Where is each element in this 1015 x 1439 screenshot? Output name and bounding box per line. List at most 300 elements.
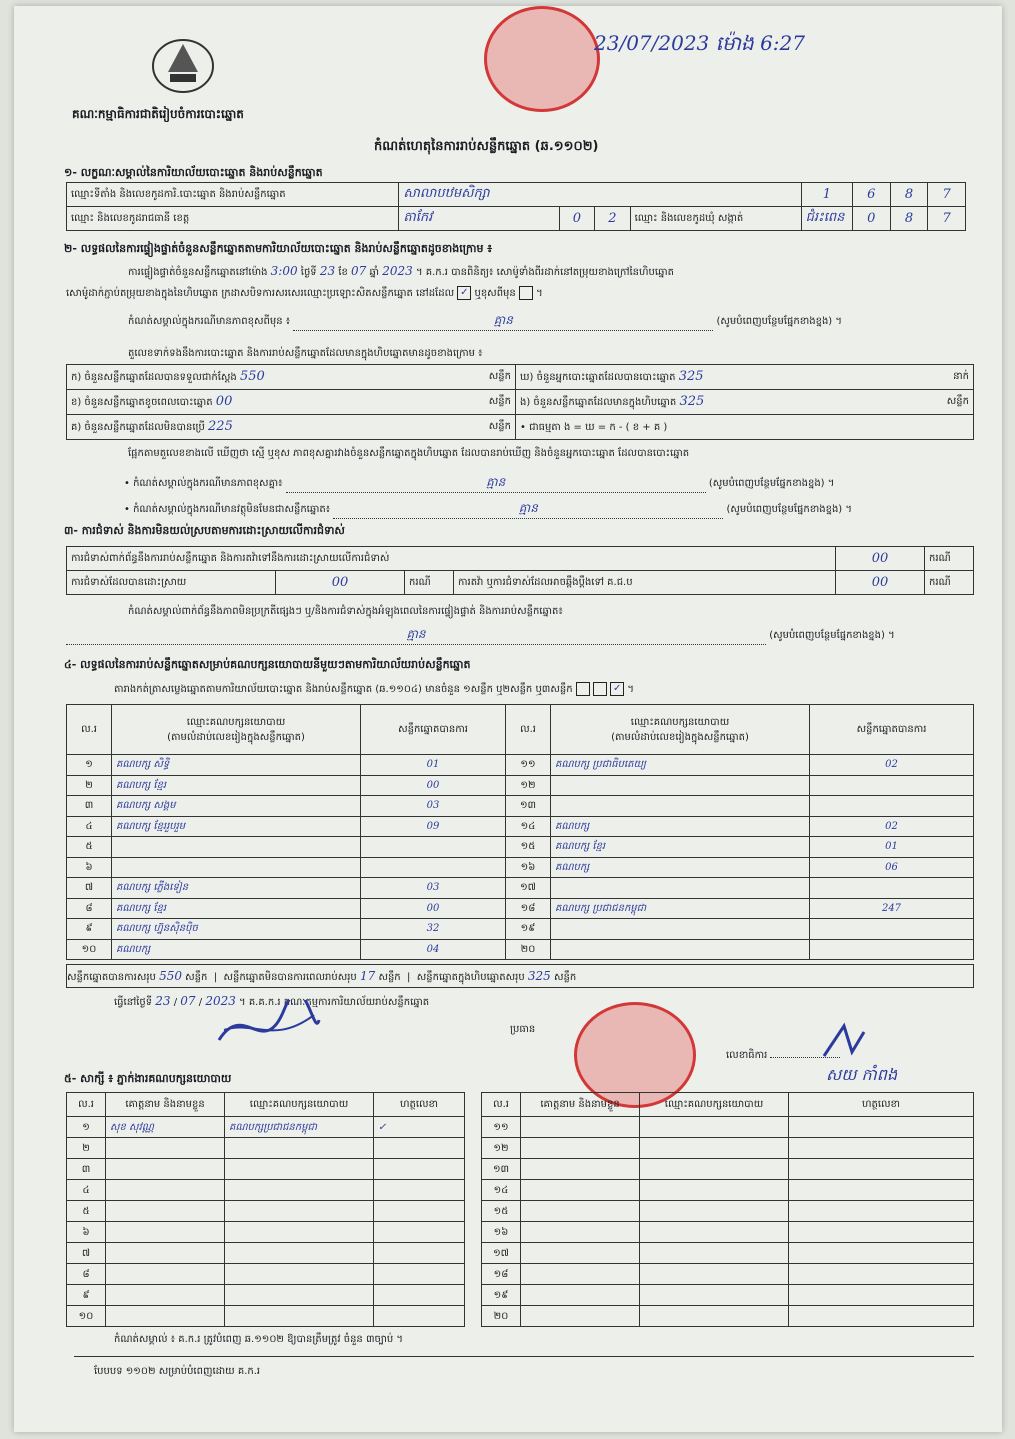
- unit: សន្លឹក: [378, 972, 401, 983]
- province-value: តាកែវ: [399, 207, 559, 231]
- results-table: [66, 704, 974, 960]
- verification-line: [128, 264, 978, 280]
- witness-name: [106, 1138, 225, 1159]
- witness-signature: [374, 1243, 465, 1264]
- col-no: ល.រ: [67, 1093, 106, 1117]
- total-box: 325: [527, 969, 551, 983]
- witness-signature: [374, 1201, 465, 1222]
- row-no: ១២: [482, 1138, 521, 1159]
- col-party: ឈ្មោះគណបក្សនយោបាយ: [225, 1093, 374, 1117]
- row-no: ២០: [506, 939, 551, 960]
- witness-table: [66, 1092, 974, 1327]
- unit: សន្លឹក: [488, 421, 511, 432]
- witness-signature: [789, 1243, 974, 1264]
- table-row: [67, 1264, 974, 1285]
- witness-party: [640, 1117, 789, 1138]
- commune-digit: 8: [890, 207, 928, 231]
- irregularity-line: [66, 626, 966, 645]
- made-by: គ.គ.ក.រ គណៈកម្មការការិយាល័យរាប់សន្លឹកឆ្នោត: [248, 997, 430, 1008]
- sheets-1-checkbox[interactable]: [576, 682, 590, 696]
- remark-line: [128, 312, 968, 331]
- spacer: [465, 1264, 482, 1285]
- tally-intro-text: តារាងកត់ត្រាសម្លេងឆ្នោតតាមការិយាល័យបោះឆ្នោត និងរាប់សន្លឹកឆ្នោត (ឆ.១១០៤) មានចំនួន ១សន្លឹក ឬ២សន្លឹក ឬ៣សន្លឹក: [114, 684, 573, 695]
- unit: ករណី: [925, 547, 974, 571]
- vote-count: 32: [361, 919, 506, 940]
- witness-name: [521, 1222, 640, 1243]
- resolved-value: 00: [276, 571, 405, 595]
- witness-party: [640, 1159, 789, 1180]
- made-year: 2023: [205, 994, 236, 1008]
- objection-value: 00: [836, 547, 925, 571]
- commune-value: ជំរះពេន: [801, 207, 852, 231]
- footer-note: កំណត់សម្គាល់ ៖ គ.ក.រ ត្រូវបំពេញ ឆ.១១០២ ឱ្យបានត្រឹមត្រូវ ចំនួន ៣ច្បាប់ ។: [114, 1334, 403, 1345]
- party-name: គណបក្ស ប្រជាជនកម្ពុជា: [551, 898, 810, 919]
- col-name: គោត្តនាម និងនាមខ្លួន: [106, 1093, 225, 1117]
- witness-name: [521, 1138, 640, 1159]
- seal-text: សោម៉ូដាក់ភ្ជាប់តម្រុយខាងក្នុងនៃហិបឆ្នោត ក្រដាសបិទការសរសេរឈ្មោះប្រឡោះសិតសន្លឹកឆ្នោត នៅដដែល: [66, 288, 455, 299]
- odd-line: [124, 500, 974, 519]
- vote-count: 01: [361, 755, 506, 776]
- table-row: [67, 1243, 974, 1264]
- row-no: ៤: [67, 1180, 106, 1201]
- row-no: ៦: [67, 1222, 106, 1243]
- irregularity-value: គ្មាន: [66, 626, 766, 645]
- witness-signature: [789, 1201, 974, 1222]
- document-page: [14, 6, 1002, 1432]
- party-name: គណបក្ស សង្គម: [112, 796, 361, 817]
- vote-count: 03: [361, 796, 506, 817]
- spacer: [465, 1285, 482, 1306]
- irregularity-note: កំណត់សម្គាល់ពាក់ព័ន្ធនឹងភាពមិនប្រក្រតីផ្សេងៗ ឬ/និងការជំទាស់ក្នុងអំឡុងពេលនៃការផ្ទៀងផ្ទាត់ និងការរាប់សន្លឹកឆ្នោត៖: [128, 606, 563, 617]
- figure-b-label: ខ) ចំនួនសន្លឹកឆ្នោតខូចពេលបោះឆ្នោត: [71, 397, 213, 408]
- witness-name: [106, 1285, 225, 1306]
- unit: សន្លឹក: [488, 396, 511, 407]
- witness-name: [521, 1180, 640, 1201]
- row-no: ១៥: [506, 837, 551, 858]
- odd-value: គ្មាន: [333, 500, 723, 519]
- row-no: ១: [67, 1117, 106, 1138]
- remark-value: គ្មាន: [293, 312, 713, 331]
- spacer: [465, 1306, 482, 1327]
- table-row: [67, 919, 974, 940]
- witness-name: [106, 1222, 225, 1243]
- vote-count: [361, 857, 506, 878]
- witness-party: [225, 1201, 374, 1222]
- col-party-sub: (តាមលំដាប់លេខរៀងក្នុងសន្លឹកឆ្នោត): [167, 731, 305, 743]
- committee-name: គណៈកម្មាធិការជាតិរៀបចំការបោះឆ្នោត: [72, 107, 244, 121]
- row-no: ៥: [67, 1201, 106, 1222]
- verify-month: 07: [351, 264, 367, 278]
- vote-count: [810, 919, 974, 940]
- col-party: ឈ្មោះគណបក្សនយោបាយ: [186, 716, 286, 728]
- col-name: គោត្តនាម និងនាមខ្លួន: [521, 1093, 640, 1117]
- compare-text: ផ្អែកតាមតួលេខខាងលើ ឃើញថា ស្មើ ឬខុស ភាពខុសគ្នារវាងចំនួនសន្លឹកឆ្នោតក្នុងហិបឆ្នោត ដែលបានរាប់ឃើញ និងចំនួនអ្នកបោះឆ្នោត ដែលបានបោះឆ្នោត: [128, 448, 690, 459]
- row-no: ១៨: [506, 898, 551, 919]
- made-line: ធ្វើនៅថ្ងៃទី 23 / 07 / 2023 ។ គ.គ.ក.រ គណៈកម្មការការិយាល័យរាប់សន្លឹកឆ្នោត: [114, 994, 430, 1008]
- witness-party: [640, 1285, 789, 1306]
- unit: សន្លឹក: [553, 972, 577, 983]
- party-name: គណបក្ស ប្រជាធិបតេយ្យ: [551, 755, 810, 776]
- col-no: ល.រ: [506, 705, 551, 755]
- changed-checkbox[interactable]: [519, 286, 533, 300]
- col-party-sub: (តាមលំដាប់លេខរៀងក្នុងសន្លឹកឆ្នោត): [611, 731, 749, 743]
- col-no: ល.រ: [67, 705, 112, 755]
- objection-label: ការជំទាស់ពាក់ព័ន្ធនឹងការរាប់សន្លឹកឆ្នោត និងការតវ៉ាទៅនឹងការដោះស្រាយលើការជំទាស់: [67, 547, 836, 571]
- table-row: [67, 1285, 974, 1306]
- vote-count: 04: [361, 939, 506, 960]
- table-row: [67, 796, 974, 817]
- figures-table: [66, 364, 974, 440]
- table-row: [67, 939, 974, 960]
- secretary-text: លេខាធិការ: [726, 1050, 768, 1061]
- figure-d-value: 325: [678, 369, 704, 384]
- table-row: [67, 1138, 974, 1159]
- row-no: ៥: [67, 837, 112, 858]
- witness-signature: [789, 1159, 974, 1180]
- witness-signature: [374, 1222, 465, 1243]
- party-name: គណបក្ស សិទ្ធិ: [112, 755, 361, 776]
- row-no: ១២: [506, 775, 551, 796]
- table-row: [67, 1222, 974, 1243]
- witness-signature: [789, 1306, 974, 1327]
- figures-intro: តួលេខទាក់ទងនឹងការបោះឆ្នោត និងការរាប់សន្លឹកឆ្នោតដែលមានក្នុងហិបឆ្នោតមានដូចខាងក្រោម ៖: [128, 348, 483, 359]
- form-title: កំណត់ហេតុនៃការរាប់សន្លឹកឆ្នោត (ឆ.១១០២): [374, 139, 599, 154]
- witness-party: [640, 1180, 789, 1201]
- chair-label: ប្រធាន: [510, 1024, 536, 1035]
- section3-heading: ៣- ការជំទាស់ និងការមិនយល់ស្របតាមការដោះស្រាយលើការជំទាស់: [64, 524, 345, 537]
- row-no: ២: [67, 1138, 106, 1159]
- commune-label: ឈ្មោះ និងលេខកូដឃុំ សង្កាត់: [630, 207, 801, 231]
- figure-c-label: គ) ចំនួនសន្លឹកឆ្នោតដែលមិនបានប្រើ: [71, 422, 205, 433]
- figure-c-value: 225: [208, 419, 233, 434]
- made-day: 23: [155, 994, 171, 1008]
- spacer: [465, 1138, 482, 1159]
- verify-text: ការផ្ទៀងផ្ទាត់ចំនួនសន្លឹកឆ្នោតនៅម៉ោង: [128, 267, 268, 278]
- row-no: ២០: [482, 1306, 521, 1327]
- witness-name: [521, 1159, 640, 1180]
- party-name: គណបក្ស ខ្មែរ: [112, 775, 361, 796]
- witness-name: [521, 1117, 640, 1138]
- vote-count: 06: [810, 857, 974, 878]
- commune-digit: 7: [928, 207, 966, 231]
- vote-count: [810, 878, 974, 899]
- row-no: ១៦: [482, 1222, 521, 1243]
- total-box-label: សន្លឹកឆ្នោតក្នុងហិបឆ្នោតសរុប: [416, 972, 525, 983]
- witness-party: [640, 1243, 789, 1264]
- unit: សន្លឹក: [185, 972, 208, 983]
- figure-d-label: ឃ) ចំនួនអ្នកបោះឆ្នោតដែលបានបោះឆ្នោត: [520, 372, 676, 383]
- witness-party: [225, 1180, 374, 1201]
- vote-count: 00: [361, 775, 506, 796]
- witness-name: [521, 1264, 640, 1285]
- party-name: គណបក្ស ខ្មែររួបរួម: [112, 816, 361, 837]
- witness-signature: [789, 1222, 974, 1243]
- witness-signature: ✓: [374, 1117, 465, 1138]
- top-seal: [484, 6, 600, 112]
- table-row: [67, 1306, 974, 1327]
- spacer: [465, 1180, 482, 1201]
- witness-name: [106, 1201, 225, 1222]
- row-no: ៨: [67, 898, 112, 919]
- vote-count: 02: [810, 755, 974, 776]
- party-name: [551, 919, 810, 940]
- table-row: [67, 1159, 974, 1180]
- spacer: [465, 1243, 482, 1264]
- witness-name: [521, 1201, 640, 1222]
- table-row: [67, 755, 974, 776]
- code-digit: 6: [853, 183, 891, 207]
- witness-party: [225, 1285, 374, 1306]
- witness-signature: [374, 1264, 465, 1285]
- tally-intro: តារាងកត់ត្រាសម្លេងឆ្នោតតាមការិយាល័យបោះឆ្នោត និងរាប់សន្លឹកឆ្នោត (ឆ.១១០៤) មានចំនួន ១សន្លឹក ឬ២សន្លឹក ឬ៣សន្លឹក ✓ ។: [114, 683, 634, 695]
- province-digit: 0: [559, 207, 594, 231]
- section1-heading: ១- លក្ខណៈសម្គាល់នៃការិយាល័យបោះឆ្នោត និងរាប់សន្លឹកឆ្នោត: [64, 166, 323, 179]
- fill-note: (សូមបំពេញបន្ថែមផ្នែកខាងខ្នង) ។: [769, 630, 895, 641]
- province-label: ឈ្មោះ និងលេខកូដរាជធានី ខេត្ត: [67, 207, 399, 231]
- row-no: ១៦: [506, 857, 551, 878]
- footer-divider: [74, 1356, 974, 1357]
- form-number: បែបបទ ១១០២ សម្រាប់បំពេញដោយ គ.ក.រ: [94, 1366, 261, 1377]
- party-name: គណបក្ស ហ្វ៊ុនស៊ិនប៉ិច: [112, 919, 361, 940]
- witness-name: [521, 1243, 640, 1264]
- table-row: [67, 1201, 974, 1222]
- party-name: [551, 775, 810, 796]
- appeal-value: 00: [836, 571, 925, 595]
- witness-party: គណបក្សប្រជាជនកម្ពុជា: [225, 1117, 374, 1138]
- witness-name: [521, 1285, 640, 1306]
- commune-digit: 0: [853, 207, 891, 231]
- code-digit: 1: [801, 183, 852, 207]
- code-digit: 8: [890, 183, 928, 207]
- total-valid: 550: [159, 969, 182, 983]
- section5-heading: ៥- សាក្សី ៖ ភ្នាក់ងារគណបក្សនយោបាយ: [64, 1072, 232, 1085]
- figure-e-value: 325: [679, 394, 705, 409]
- party-name: [112, 837, 361, 858]
- unit: ករណី: [925, 571, 974, 595]
- party-name: គណបក្ស ខ្មែរ: [551, 837, 810, 858]
- formula: • ជាធម្មតា ង = ឃ = ក - ( ខ + គ ): [516, 415, 974, 440]
- row-no: ៣: [67, 1159, 106, 1180]
- row-no: ១៨: [482, 1264, 521, 1285]
- province-digit: 2: [595, 207, 630, 231]
- diff-line: [124, 474, 974, 493]
- row-no: ៩: [67, 919, 112, 940]
- figure-b-value: 00: [215, 394, 233, 409]
- location-label: ឈ្មោះទីតាំង និងលេខកូដការិ.បោះឆ្នោត និងរាប់សន្លឹកឆ្នោត: [67, 183, 399, 207]
- row-no: ១១: [506, 755, 551, 776]
- witness-party: [225, 1306, 374, 1327]
- vote-count: 03: [361, 878, 506, 899]
- row-no: ២: [67, 775, 112, 796]
- table-row: [67, 816, 974, 837]
- section4-heading: ៤- លទ្ធផលនៃការរាប់សន្លឹកឆ្នោតសម្រាប់គណបក្សនយោបាយនីមួយៗតាមការិយាល័យរាប់សន្លឹកឆ្នោត: [64, 658, 471, 671]
- witness-name: [106, 1243, 225, 1264]
- spacer: [465, 1201, 482, 1222]
- unit: សន្លឹក: [946, 396, 969, 407]
- month-label: ខែ: [338, 267, 348, 278]
- row-no: ១: [67, 755, 112, 776]
- total-invalid-label: សន្លឹកឆ្នោតមិនបានការពេលរាប់សរុប: [223, 972, 357, 983]
- remark-label: កំណត់សម្គាល់ក្នុងករណីមានភាពខុសពីមុន ៖: [128, 316, 291, 327]
- table-row: [67, 898, 974, 919]
- made-month: 07: [180, 994, 196, 1008]
- row-no: ១៤: [506, 816, 551, 837]
- verify-day: 23: [319, 264, 336, 278]
- party-name: [551, 796, 810, 817]
- col-sign: ហត្ថលេខា: [789, 1093, 974, 1117]
- witness-party: [640, 1306, 789, 1327]
- section1-table: [66, 182, 966, 231]
- table-row: [67, 1117, 974, 1138]
- witness-party: [640, 1138, 789, 1159]
- witness-party: [640, 1201, 789, 1222]
- odd-label: • កំណត់សម្គាល់ក្នុងករណីមានវត្ថុមិនមែនជាសន្លឹកឆ្នោត៖: [124, 504, 331, 515]
- witness-name: [106, 1264, 225, 1285]
- row-no: ១៧: [482, 1243, 521, 1264]
- row-no: ៧: [67, 1243, 106, 1264]
- code-digit: 7: [928, 183, 966, 207]
- witness-party: [640, 1222, 789, 1243]
- totals-line: សន្លឹកឆ្នោតបានការសរុប 550 សន្លឹក | សន្លឹកឆ្នោតមិនបានការពេលរាប់សរុប 17 សន្លឹក | សន្លឹកឆ្នោតក្នុងហិបឆ្នោតសរុប 325 សន្លឹក: [66, 964, 974, 988]
- table-row: [67, 878, 974, 899]
- vote-count: 02: [810, 816, 974, 837]
- witness-signature: [789, 1264, 974, 1285]
- chair-signature: [214, 1000, 324, 1054]
- witness-name: [106, 1159, 225, 1180]
- sheets-3-checkbox[interactable]: ✓: [610, 682, 624, 696]
- section2-heading: ២- លទ្ធផលនៃការផ្ទៀងផ្ទាត់ចំនួនសន្លឹកឆ្នោតតាមការិយាល័យបោះឆ្នោត និងរាប់សន្លឹកឆ្នោតដូចខាងក្រោម ៖: [64, 242, 493, 255]
- vote-count: 09: [361, 816, 506, 837]
- resolved-label: ការជំទាស់ដែលបានដោះស្រាយ: [67, 571, 276, 595]
- witness-party: [225, 1222, 374, 1243]
- witness-signature: [789, 1138, 974, 1159]
- row-no: ៧: [67, 878, 112, 899]
- spacer: [465, 1222, 482, 1243]
- diff-value: គ្មាន: [286, 474, 706, 493]
- row-no: ៦: [67, 857, 112, 878]
- party-name: គណបក្ស ខ្មែរ: [112, 898, 361, 919]
- col-party: ឈ្មោះគណបក្សនយោបាយ: [630, 716, 730, 728]
- party-name: [551, 878, 810, 899]
- witness-signature: [374, 1306, 465, 1327]
- party-name: គណបក្ស: [551, 857, 810, 878]
- diff-label: • កំណត់សម្គាល់ក្នុងករណីមានភាពខុសគ្នា៖: [124, 478, 283, 489]
- appeal-label: ការតវ៉ា ឬការជំទាស់ដែលអាចឆ្ពឹងប្តឹងទៅ គ.ជ.ប: [454, 571, 836, 595]
- row-no: ៩: [67, 1285, 106, 1306]
- row-no: ១៩: [506, 919, 551, 940]
- vote-count: [810, 775, 974, 796]
- row-no: ១៥: [482, 1201, 521, 1222]
- figure-a-label: ក) ចំនួនសន្លឹកឆ្នោតដែលបានទទួលជាក់ស្តែង: [71, 372, 237, 383]
- fill-note: (សូមបំពេញបន្ថែមផ្នែកខាងខ្នង) ។: [716, 316, 842, 327]
- witness-party: [225, 1264, 374, 1285]
- vote-count: 01: [810, 837, 974, 858]
- row-no: ៤: [67, 816, 112, 837]
- year-label: ឆ្នាំ: [369, 267, 380, 278]
- figure-a-value: 550: [239, 369, 265, 384]
- location-value: សាលាបឋមសិក្សា: [399, 183, 801, 207]
- seal-line: សោម៉ូដាក់ភ្ជាប់តម្រុយខាងក្នុងនៃហិបឆ្នោត ក្រដាសបិទការសរសេរឈ្មោះប្រឡោះសិតសន្លឹកឆ្នោត នៅដដែល ✓ ឬខុសពីមុន ។: [66, 287, 543, 299]
- col-votes: សន្លឹកឆ្នោតបានការ: [810, 705, 974, 755]
- witness-signature: [789, 1285, 974, 1306]
- unit: សន្លឹក: [488, 371, 511, 382]
- verify-time: 3:00: [270, 264, 298, 278]
- witness-signature: [374, 1159, 465, 1180]
- col-no: ល.រ: [482, 1093, 521, 1117]
- spacer: [465, 1159, 482, 1180]
- total-valid-label: សន្លឹកឆ្នោតបានការសរុប: [67, 972, 156, 983]
- witness-signature: [789, 1180, 974, 1201]
- sheets-2-checkbox[interactable]: [593, 682, 607, 696]
- row-no: ១៤: [482, 1180, 521, 1201]
- unit: នាក់: [953, 371, 969, 382]
- row-no: ១០: [67, 939, 112, 960]
- vote-count: [810, 796, 974, 817]
- figure-e-label: ង) ចំនួនសន្លឹកឆ្នោតដែលមានក្នុងហិបឆ្នោត: [520, 397, 677, 408]
- secretary-name: សយ កាំពង: [826, 1065, 898, 1084]
- party-name: គណបក្ស: [551, 816, 810, 837]
- objections-table: [66, 546, 974, 595]
- col-votes: សន្លឹកឆ្នោតបានការ: [361, 705, 506, 755]
- witness-name: [106, 1180, 225, 1201]
- row-no: ១០: [67, 1306, 106, 1327]
- vote-count: 247: [810, 898, 974, 919]
- table-row: [67, 837, 974, 858]
- vote-count: [810, 939, 974, 960]
- vote-count: [361, 837, 506, 858]
- vote-count: 00: [361, 898, 506, 919]
- verify-year: 2023: [382, 264, 413, 278]
- row-no: ១៣: [506, 796, 551, 817]
- col-party: ឈ្មោះគណបក្សនយោបាយ: [640, 1093, 789, 1117]
- handwritten-date: 23/07/2023 ម៉ោង 6:27: [594, 31, 805, 55]
- witness-name: [521, 1306, 640, 1327]
- witness-party: [640, 1264, 789, 1285]
- secretary-signature: [814, 1022, 874, 1062]
- row-no: ៨: [67, 1264, 106, 1285]
- party-name: [112, 857, 361, 878]
- witness-signature: [789, 1117, 974, 1138]
- spacer: [465, 1117, 482, 1138]
- party-name: [551, 939, 810, 960]
- row-no: ១៧: [506, 878, 551, 899]
- fill-note: (សូមបំពេញបន្ថែមផ្នែកខាងខ្នង) ។: [726, 504, 852, 515]
- fill-note: (សូមបំពេញបន្ថែមផ្នែកខាងខ្នង) ។: [708, 478, 835, 489]
- table-row: [67, 1180, 974, 1201]
- changed-label: ឬខុសពីមុន: [474, 288, 516, 299]
- verify-text-tail: ។ គ.ក.រ បានពិនិត្យ៖ សោម៉ូទាំងពីរដាក់នៅតម្រុយខាងក្រៅនៃហិបឆ្នោត: [415, 267, 674, 278]
- table-row: [67, 857, 974, 878]
- witness-party: [225, 1138, 374, 1159]
- witness-party: [225, 1243, 374, 1264]
- total-invalid: 17: [359, 969, 376, 983]
- witness-signature: [374, 1138, 465, 1159]
- witness-name: [106, 1306, 225, 1327]
- table-row: [67, 775, 974, 796]
- unchanged-checkbox[interactable]: ✓: [457, 286, 471, 300]
- witness-party: [225, 1159, 374, 1180]
- made-at: ធ្វើនៅថ្ងៃទី: [114, 997, 153, 1008]
- row-no: ១៩: [482, 1285, 521, 1306]
- witness-signature: [374, 1180, 465, 1201]
- col-sign: ហត្ថលេខា: [374, 1093, 465, 1117]
- party-name: គណបក្ស: [112, 939, 361, 960]
- row-no: ១៣: [482, 1159, 521, 1180]
- row-no: ១១: [482, 1117, 521, 1138]
- nec-logo: [148, 32, 218, 96]
- day-label: ថ្ងៃទី: [300, 267, 317, 278]
- witness-name: សុខ សុវណ្ណ: [106, 1117, 225, 1138]
